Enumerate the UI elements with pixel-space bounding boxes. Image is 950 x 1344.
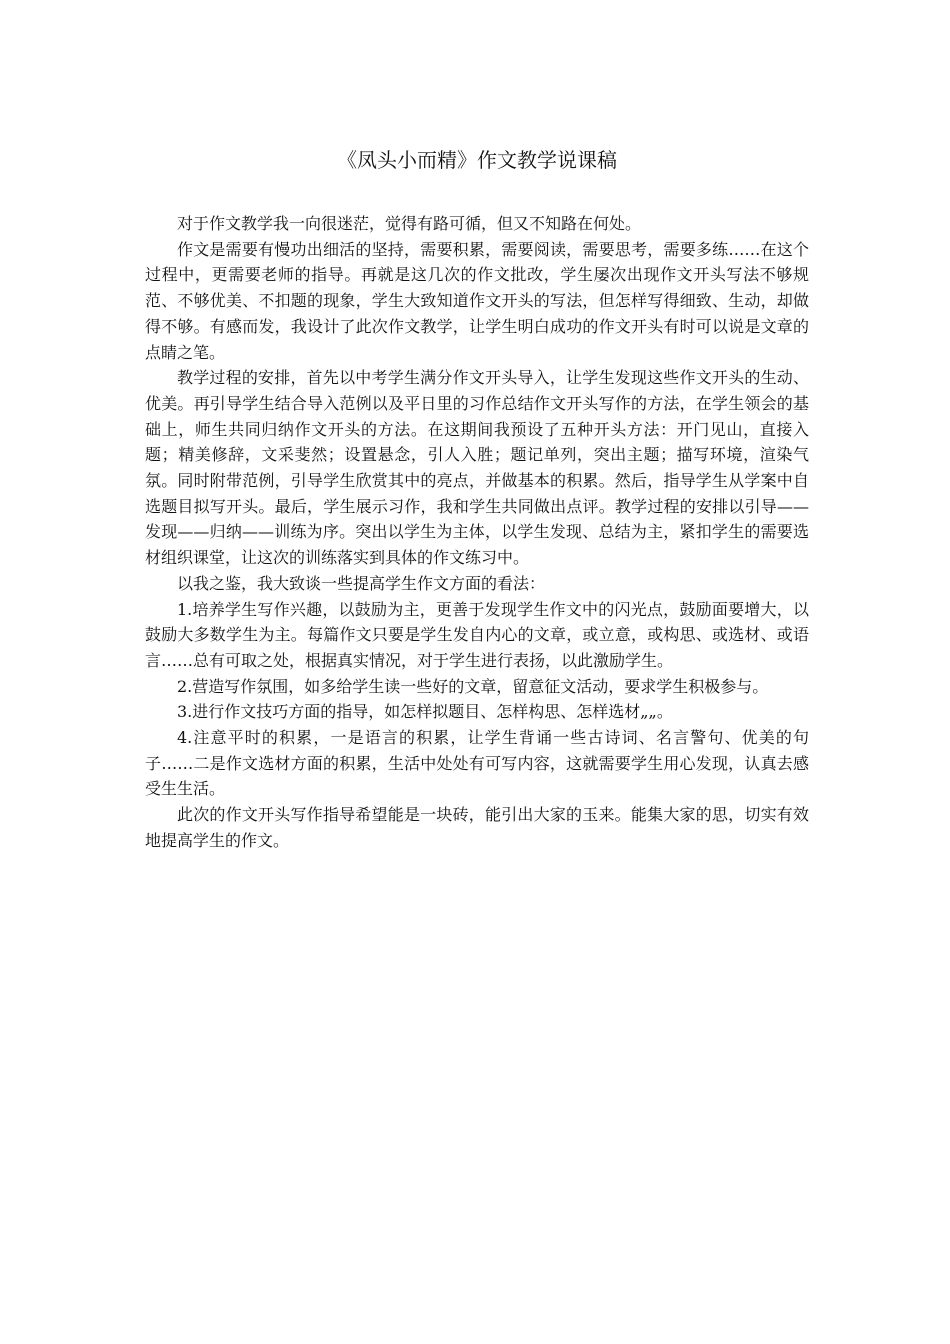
- paragraph-point-1: 1.培养学生写作兴趣，以鼓励为主，更善于发现学生作文中的闪光点，鼓励面要增大，以鼓励大多数学生为主。每篇作文只要是学生发自内心的文章，或立意，或构思、或选材、或语言……总有可取之处，根据真实情况，对于学生进行表扬，以此激励学生。: [145, 599, 809, 670]
- paragraph-motivation: 作文是需要有慢功出细活的坚持，需要积累，需要阅读，需要思考，需要多练……在这个过程中，更需要老师的指导。再就是这几次的作文批改，学生屡次出现作文开头写法不够规范、不够优美、不扣题的现象，学生大致知道作文开头的写法，但怎样写得细致、生动，却做得不够。有感而发，我设计了此次作文教学，让学生明白成功的作文开头有时可以说是文章的点睛之笔。: [145, 239, 809, 362]
- paragraph-point-4: 4.注意平时的积累，一是语言的积累，让学生背诵一些古诗词、名言警句、优美的句子……二是作文选材方面的积累，生活中处处有可写内容，这就需要学生用心发现，认真去感受生生活。: [145, 728, 809, 799]
- paragraph-views-intro: 以我之鉴，我大致谈一些提高学生作文方面的看法：: [177, 573, 546, 593]
- paragraph-point-3: 3.进行作文技巧方面的指导，如怎样拟题目、怎样构思、怎样选材„„。: [177, 702, 673, 722]
- paragraph-point-2: 2.营造写作氛围，如多给学生读一些好的文章，留意征文活动，要求学生积极参与。: [177, 676, 769, 696]
- paragraph-conclusion: 此次的作文开头写作指导希望能是一块砖，能引出大家的玉来。能集大家的思，切实有效地提高学生的作文。: [145, 805, 809, 850]
- paragraph-teaching-process: 教学过程的安排，首先以中考学生满分作文开头导入，让学生发现这些作文开头的生动、优美。再引导学生结合导入范例以及平日里的习作总结作文开头写作的方法，在学生领会的基础上，师生共同归纳作文开头的方法。在这期间我预设了五种开头方法：开门见山，直接入题；精美修辞，文采斐然；设置悬念，引人入胜；题记单列，突出主题；描写环境，渲染气氛。同时附带范例，引导学生欣赏其中的亮点，并做基本的积累。然后，指导学生从学案中自选题目拟写开头。最后，学生展示习作，我和学生共同做出点评。教学过程的安排以引导——发现——归纳——训练为序。突出以学生为主体，以学生发现、总结为主，紧扣学生的需要选材组织课堂，让这次的训练落实到具体的作文练习中。: [145, 368, 809, 568]
- document-title: 《凤头小而精》作文教学说课稿: [337, 148, 617, 172]
- document-body: [145, 142, 809, 854]
- paragraph-intro: 对于作文教学我一向很迷茫，觉得有路可循，但又不知路在何处。: [177, 214, 642, 233]
